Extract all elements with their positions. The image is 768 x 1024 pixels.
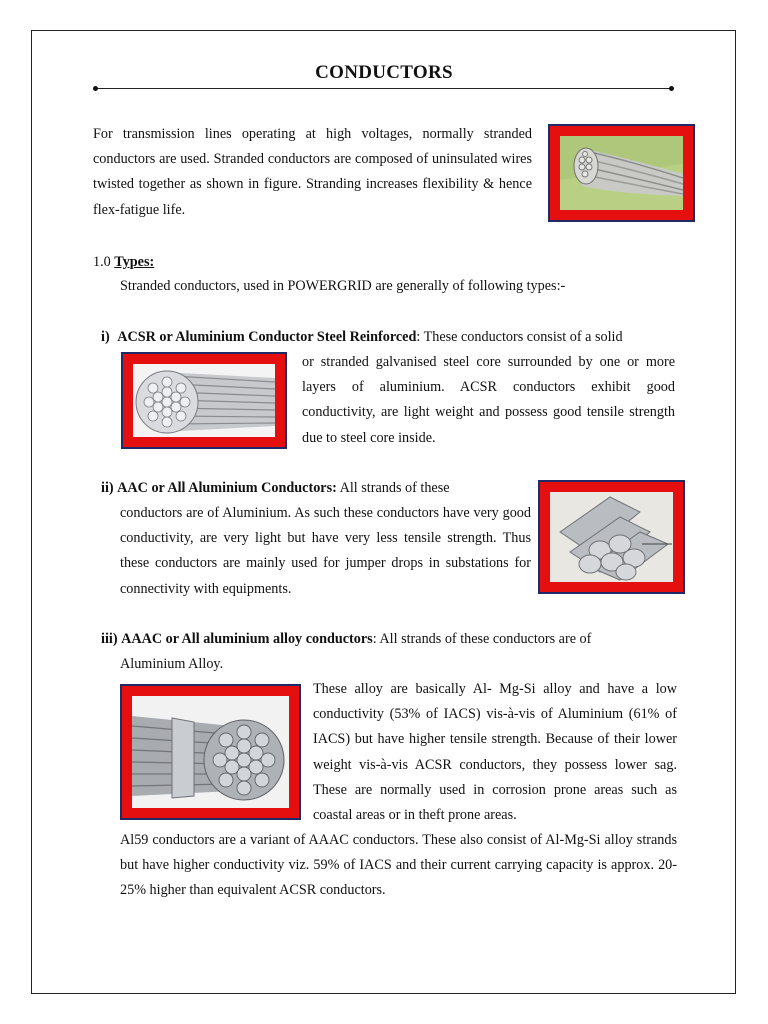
section-number: 1.0 [93,254,111,270]
aaac-term: AAAC or All aluminium alloy conductors [121,631,373,647]
acsr-first-line [101,325,623,350]
stranded-conductor-figure [548,124,695,222]
acsr-term: ACSR or Aluminium Conductor Steel Reinforced [117,329,417,345]
acsr-line1-text: : These conductors consist of a solid [416,329,623,345]
aac-line1-text: All strands of these [336,480,450,496]
acsr-conductor-figure [121,352,287,449]
aac-marker: ii) [101,480,114,496]
aaac-description: These alloy are basically Al- Mg-Si alloy and have a low conductivity (53% of IACS) vis-à-vis of Aluminium (61% of IACS) but have higher tensile strength. Because of their lower weight vis-à-vis ACSR conductors, they possess lower sag. These are normally used in corrosion prone areas such as coastal areas or in theft prone areas. [313,681,677,824]
acsr-marker: i) [101,329,110,345]
aac-description: conductors are of Aluminium. As such these conductors have very good conductivity, are very light but have very less tensile strength. Thus these conductors are mainly used for jumper drops in substations for connectivity with equipments. [120,505,531,597]
acsr-description: or stranded galvanised steel core surrounded by one or more layers of aluminium. ACSR conductors exhibit good conductivity, are light weight and possess good tensile strength due to steel core inside. [302,354,675,446]
underline-left-dot [93,86,98,91]
intro-paragraph: For transmission lines operating at high voltages, normally stranded conductors are used. Stranded conductors are composed of uninsulated wires twisted together as shown in figure. Stranding increases flexibility & hence flex-fatigue life. [93,126,532,218]
types-lead-text: Stranded conductors, used in POWERGRID are generally of following types:- [120,278,566,294]
types-heading [93,250,154,275]
aaac-marker: iii) [101,631,118,647]
aac-first-line [101,476,531,501]
aac-conductor-figure [538,480,685,594]
aaac-conductor-figure [120,684,301,820]
aaac-second-line: Aluminium Alloy. [120,656,224,672]
types-label: Types: [114,254,155,270]
underline-right-dot [669,86,674,91]
title-underline [95,88,671,89]
aac-term: AAC or All Aluminium Conductors: [117,480,337,496]
aaac-first-line [101,627,677,652]
page-title: CONDUCTORS [315,62,453,83]
al59-note: Al59 conductors are a variant of AAAC conductors. These also consist of Al-Mg-Si alloy strands but have higher conductivity viz. 59% of IACS and their current carrying capacity is approx. 20-25% higher than equivalent ACSR conductors. [120,832,677,899]
aaac-line1-text: : All strands of these conductors are of [372,631,592,647]
